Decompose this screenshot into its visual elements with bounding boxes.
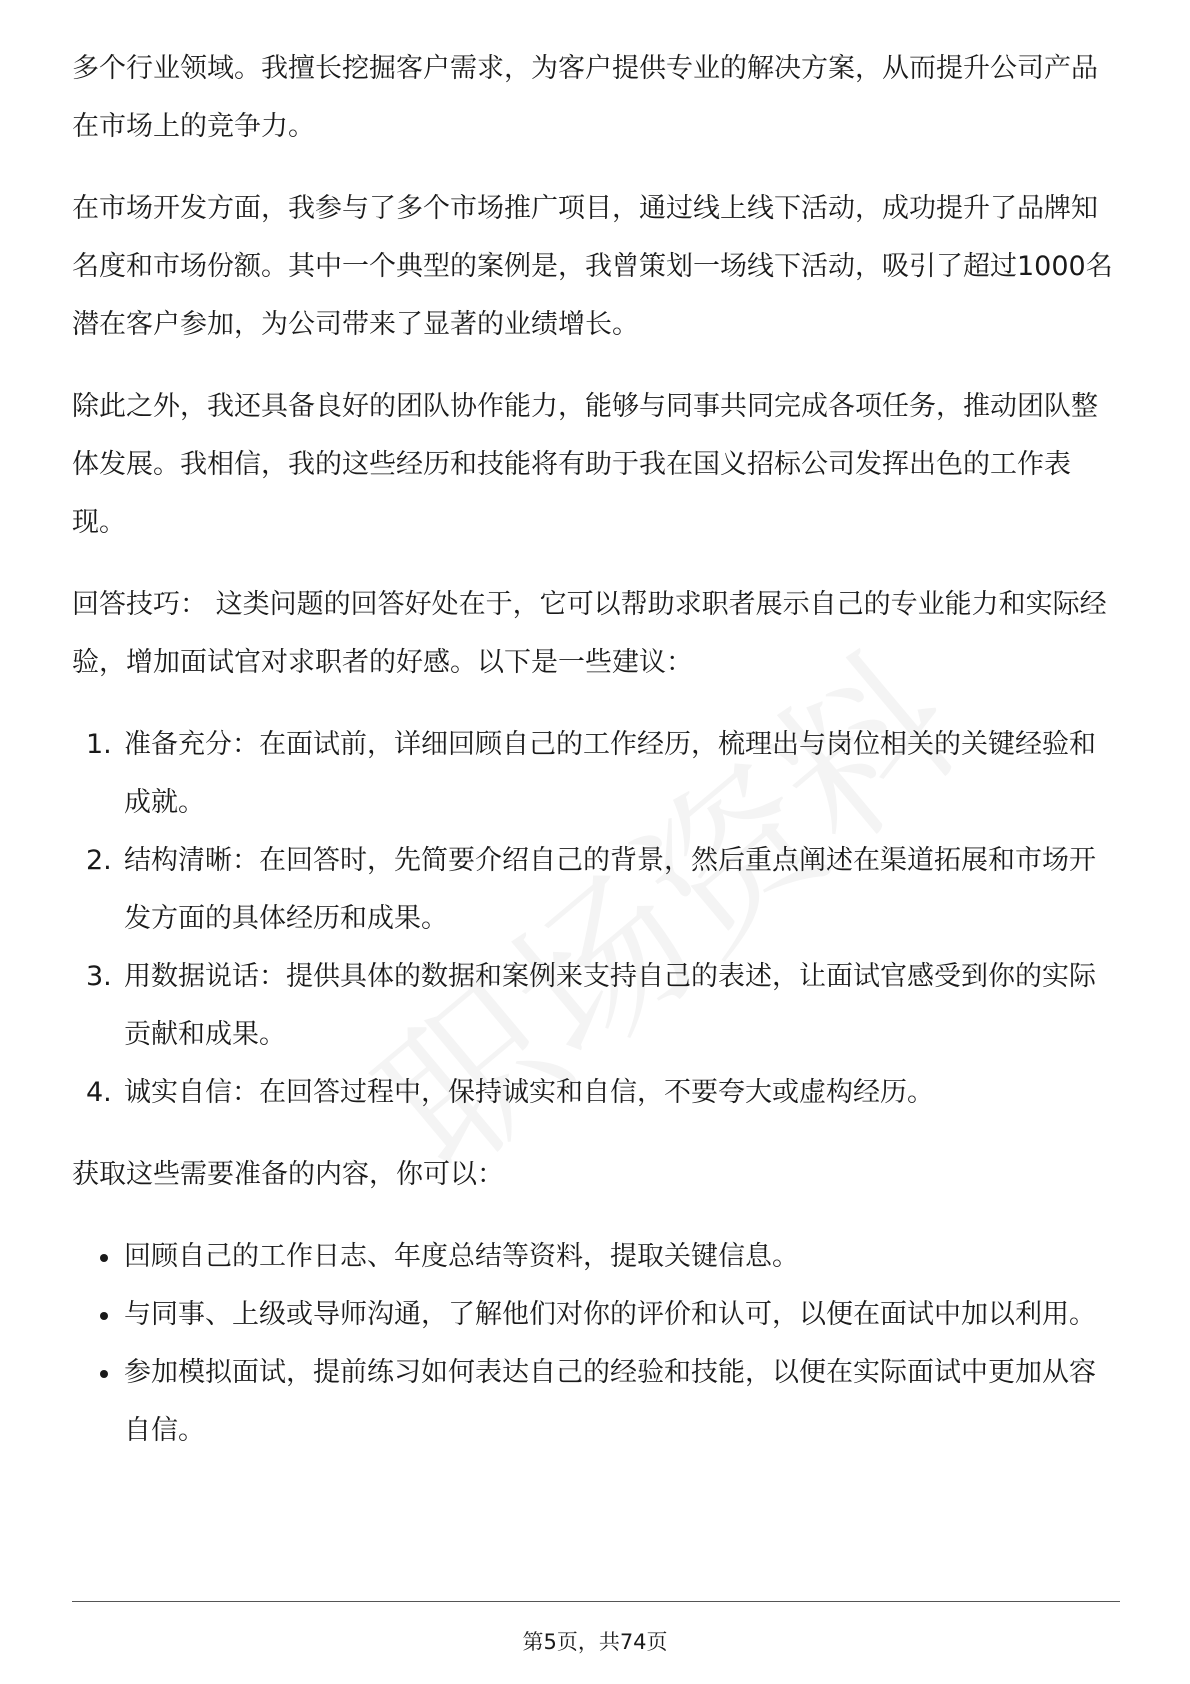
list-item <box>72 832 1122 948</box>
list-item-text: 参加模拟面试，提前练习如何表达自己的经验和技能，以便在实际面试中更加从容自信。 <box>124 1357 1096 1446</box>
list-item-text: 用数据说话：提供具体的数据和案例来支持自己的表述，让面试官感受到你的实际贡献和成果。 <box>124 961 1096 1050</box>
list-item <box>72 1064 1122 1122</box>
list-number: 2. <box>86 845 112 876</box>
list-item <box>72 1228 1122 1286</box>
list-item-text: 与同事、上级或导师沟通，了解他们对你的评价和认可，以便在面试中加以利用。 <box>124 1299 1096 1330</box>
list-item-text: 诚实自信：在回答过程中，保持诚实和自信，不要夸大或虚构经历。 <box>124 1077 934 1108</box>
list-number: 3. <box>86 961 112 992</box>
document-body <box>72 40 1122 1484</box>
list-item-text: 结构清晰：在回答时，先简要介绍自己的背景，然后重点阐述在渠道拓展和市场开发方面的具体经历和成果。 <box>124 845 1096 934</box>
list-item-text: 回顾自己的工作日志、年度总结等资料，提取关键信息。 <box>124 1241 799 1272</box>
bullet-icon <box>100 1312 108 1320</box>
paragraph-prep-intro: 获取这些需要准备的内容，你可以： <box>72 1159 504 1190</box>
paragraph-experience-intro: 多个行业领域。我擅长挖掘客户需求，为客户提供专业的解决方案，从而提升公司产品在市场上的竞争力。 <box>72 53 1098 142</box>
page-number: 第5页，共74页 <box>522 1630 668 1654</box>
list-number: 4. <box>86 1077 112 1108</box>
list-item <box>72 1286 1122 1344</box>
list-number: 1. <box>86 729 112 760</box>
footer-divider <box>72 1601 1120 1602</box>
bullet-icon <box>100 1370 108 1378</box>
list-item <box>72 1344 1122 1460</box>
paragraph-teamwork: 除此之外，我还具备良好的团队协作能力，能够与同事共同完成各项任务，推动团队整体发展。我相信，我的这些经历和技能将有助于我在国义招标公司发挥出色的工作表现。 <box>72 391 1098 538</box>
list-item <box>72 948 1122 1064</box>
paragraph-answer-tips: 回答技巧： 这类问题的回答好处在于，它可以帮助求职者展示自己的专业能力和实际经验，增加面试官对求职者的好感。以下是一些建议： <box>72 589 1107 678</box>
list-item <box>72 716 1122 832</box>
bullet-icon <box>100 1254 108 1262</box>
paragraph-market-development: 在市场开发方面，我参与了多个市场推广项目，通过线上线下活动，成功提升了品牌知名度和市场份额。其中一个典型的案例是，我曾策划一场线下活动，吸引了超过1000名潜在客户参加，为公司带来了显著的业绩增长。 <box>72 193 1113 340</box>
tips-list <box>72 716 1122 1122</box>
list-item-text: 准备充分：在面试前，详细回顾自己的工作经历，梳理出与岗位相关的关键经验和成就。 <box>124 729 1096 818</box>
prep-list <box>72 1228 1122 1460</box>
